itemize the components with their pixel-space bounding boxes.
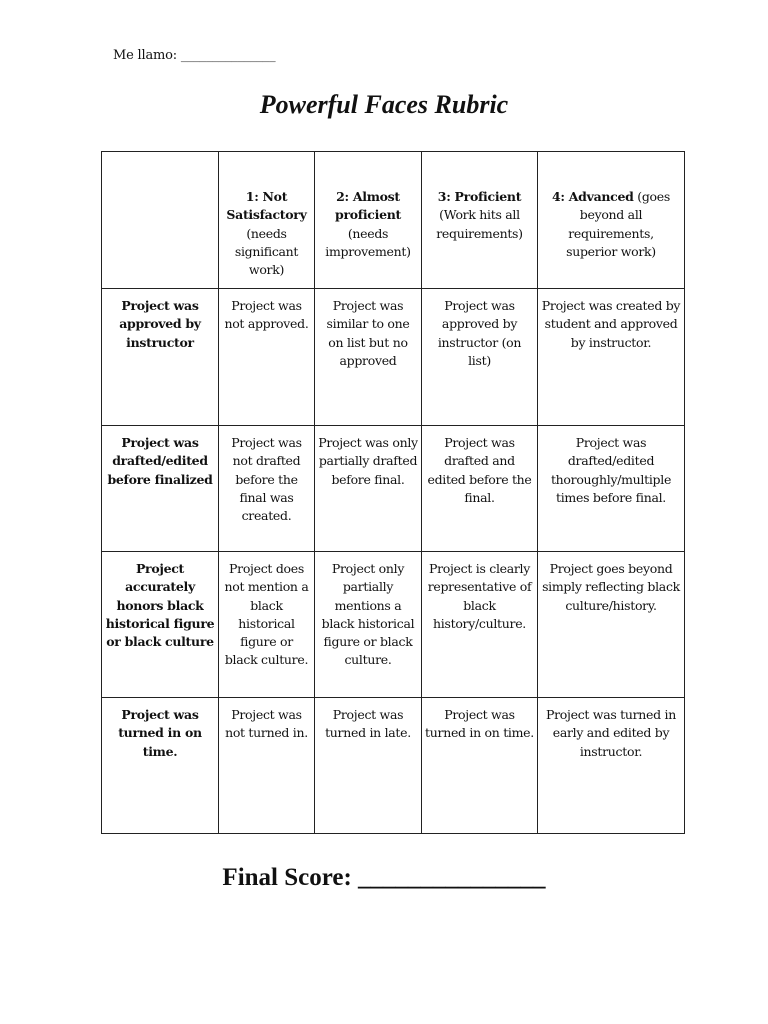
table-row bbox=[102, 426, 685, 552]
level-title: 1: Not Satisfactory bbox=[226, 189, 307, 223]
level-title: 3: Proficient bbox=[437, 189, 522, 204]
name-field-label: Me llamo: _______________ bbox=[113, 48, 276, 63]
rubric-cell: Project was only partially drafted before final. bbox=[315, 426, 422, 552]
rubric-header-row bbox=[102, 152, 685, 289]
header-level-4 bbox=[538, 152, 685, 289]
criterion-cell: Project was drafted/edited before finalized bbox=[102, 426, 219, 552]
rubric-cell: Project was similar to one on list but no approved bbox=[315, 289, 422, 426]
rubric-cell: Project was not drafted before the final was created. bbox=[219, 426, 315, 552]
rubric-cell: Project was not approved. bbox=[219, 289, 315, 426]
level-description: (needs significant work) bbox=[234, 225, 299, 278]
header-level-2 bbox=[315, 152, 422, 289]
rubric-cell: Project only partially mentions a black historical figure or black culture. bbox=[315, 552, 422, 698]
level-description: (needs improvement) bbox=[325, 225, 411, 259]
corner-cell bbox=[102, 152, 219, 289]
rubric-cell: Project was turned in late. bbox=[315, 698, 422, 834]
level-description: (Work hits all requirements) bbox=[436, 207, 523, 241]
final-score-label: Final Score: _______________ bbox=[222, 864, 546, 891]
page-title: Powerful Faces Rubric bbox=[259, 90, 509, 119]
rubric-cell: Project was turned in early and edited by instructor. bbox=[538, 698, 685, 834]
criterion-cell: Project was approved by instructor bbox=[102, 289, 219, 426]
rubric-cell: Project was not turned in. bbox=[219, 698, 315, 834]
rubric-table bbox=[101, 151, 685, 834]
rubric-cell: Project was turned in on time. bbox=[422, 698, 538, 834]
rubric-cell: Project was drafted/edited thoroughly/multiple times before final. bbox=[538, 426, 685, 552]
level-title: 4: Advanced bbox=[552, 189, 634, 204]
rubric-cell: Project was created by student and approved by instructor. bbox=[538, 289, 685, 426]
table-row bbox=[102, 698, 685, 834]
criterion-cell: Project accurately honors black historical figure or black culture bbox=[102, 552, 219, 698]
rubric-cell: Project was approved by instructor (on list) bbox=[422, 289, 538, 426]
level-title: 2: Almost proficient bbox=[335, 189, 401, 223]
table-row bbox=[102, 289, 685, 426]
rubric-cell: Project was drafted and edited before the final. bbox=[422, 426, 538, 552]
level-description: (goes beyond all requirements, superior work) bbox=[566, 189, 670, 259]
criterion-cell: Project was turned in on time. bbox=[102, 698, 219, 834]
rubric-cell: Project goes beyond simply reflecting black culture/history. bbox=[538, 552, 685, 698]
rubric-cell: Project is clearly representative of black history/culture. bbox=[422, 552, 538, 698]
header-level-1 bbox=[219, 152, 315, 289]
table-row bbox=[102, 552, 685, 698]
header-level-3 bbox=[422, 152, 538, 289]
rubric-cell: Project does not mention a black historical figure or black culture. bbox=[219, 552, 315, 698]
